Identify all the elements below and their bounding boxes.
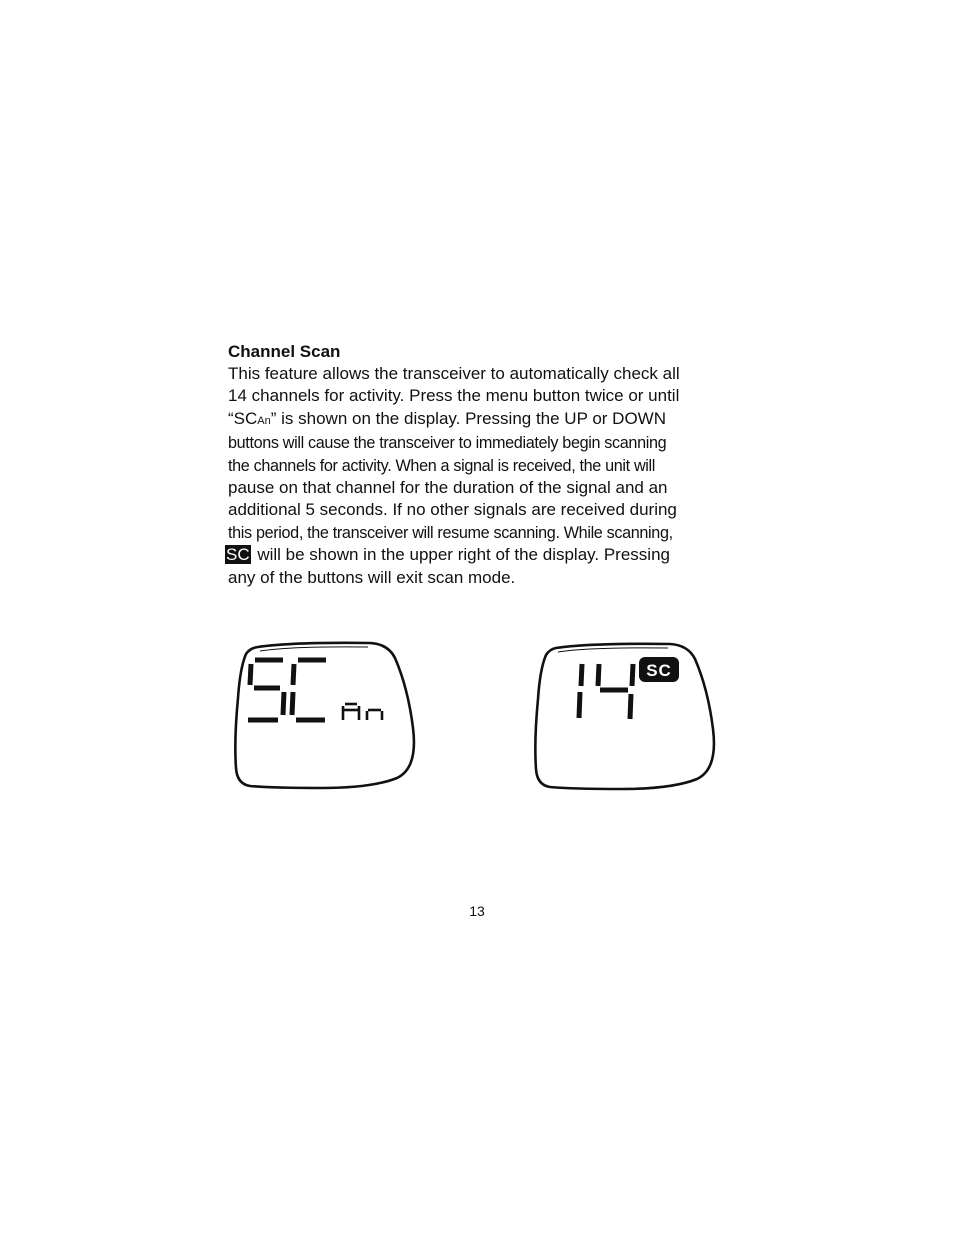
body-line: this period, the transceiver will resume scanning. While scanning, <box>228 523 673 542</box>
body-line <box>228 408 738 432</box>
lcd-outline <box>235 643 414 788</box>
lcd-display-channel <box>530 642 722 794</box>
lcd-outline <box>535 644 714 789</box>
sc-inline-badge: SC <box>226 545 250 565</box>
body-line <box>228 544 738 566</box>
body-line: additional 5 seconds. If no other signals are received during <box>228 500 677 520</box>
section-body <box>228 363 738 589</box>
body-line: pause on that channel for the duration of the signal and an <box>228 478 668 498</box>
page-number: 13 <box>469 903 485 919</box>
subscript-text: An <box>257 414 271 427</box>
body-line: This feature allows the transceiver to automatically check all <box>228 364 680 383</box>
body-line: any of the buttons will exit scan mode. <box>228 567 516 587</box>
body-text-segment: will be shown in the upper right of the display. Pressing <box>252 545 670 565</box>
body-line: 14 channels for activity. Press the menu button twice or until <box>228 386 680 406</box>
small-segment-text <box>343 704 382 720</box>
sc-badge: SC <box>646 661 672 680</box>
lcd-outline-inner <box>558 648 668 652</box>
body-line: the channels for activity. When a signal is received, the unit will <box>228 456 656 475</box>
quote-text: “SC <box>228 408 258 428</box>
section-title: Channel Scan <box>228 342 341 361</box>
body-text-segment: ” is shown on the display. Pressing the UP or DOWN <box>270 408 666 428</box>
lcd-display-scan <box>232 640 422 792</box>
body-line: buttons will cause the transceiver to immediately begin scanning <box>228 434 667 453</box>
lcd-outline-inner <box>260 647 368 651</box>
seven-segment-digits <box>579 664 633 719</box>
seven-segment-digits <box>248 660 326 720</box>
